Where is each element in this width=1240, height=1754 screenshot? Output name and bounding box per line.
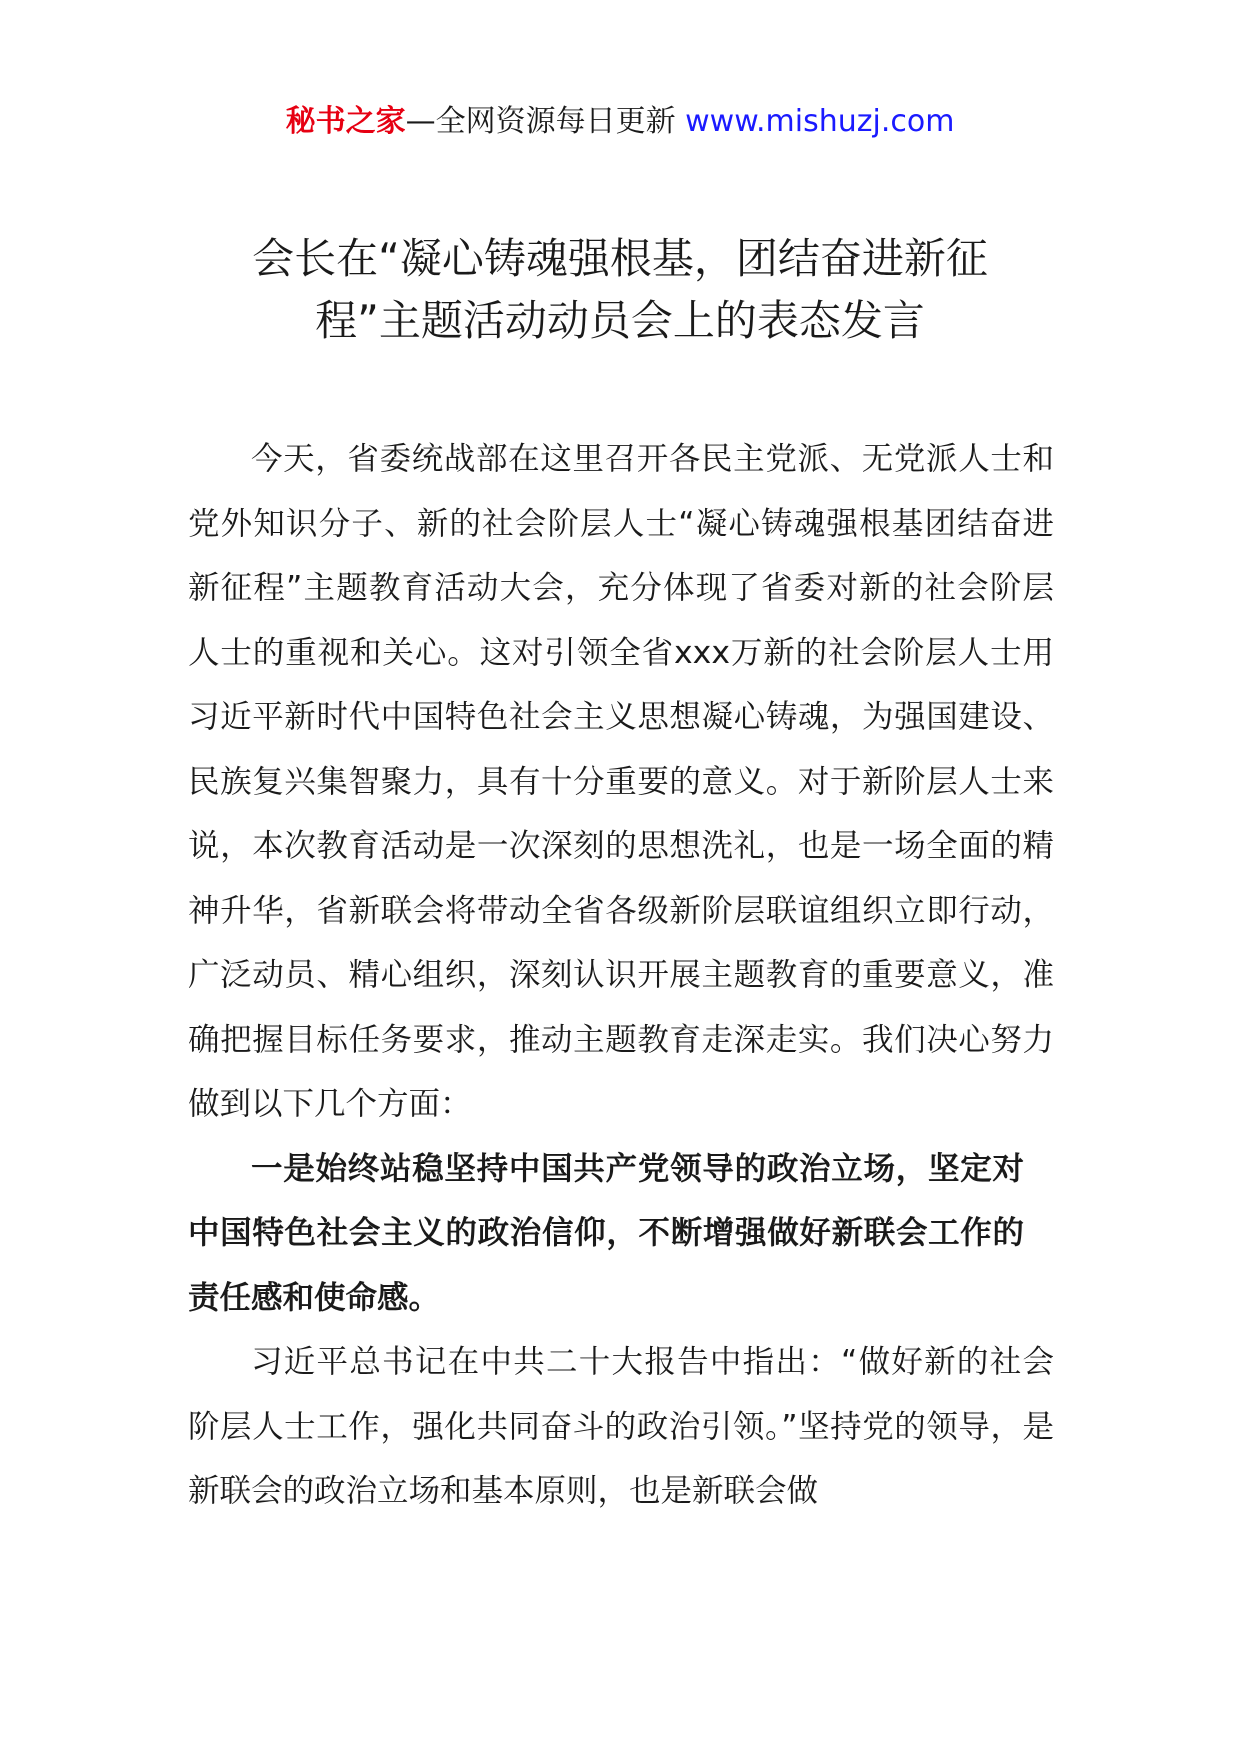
- title-line-2: 程”主题活动动员会上的表态发言: [315, 296, 925, 345]
- site-url-link[interactable]: www.mishuzj.com: [685, 104, 955, 139]
- body-paragraph-point-one: 一是始终站稳坚持中国共产党领导的政治立场，坚定对中国特色社会主义的政治信仰，不断增强做好新联会工作的责任感和使命感。: [188, 1150, 1024, 1316]
- body-paragraph-quote: 习近平总书记在中共二十大报告中指出：“做好新的社会阶层人士工作，强化共同奋斗的政治引领。”坚持党的领导，是新联会的政治立场和基本原则，也是新联会做: [188, 1344, 1054, 1509]
- site-header: [0, 100, 1240, 144]
- document-body: [188, 427, 1054, 1524]
- site-brand: 秘书之家: [285, 104, 406, 139]
- title-line-1: 会长在“凝心铸魂强根基，团结奋进新征: [252, 234, 988, 283]
- site-slogan: —全网资源每日更新: [405, 104, 676, 139]
- body-paragraph-intro: 今天，省委统战部在这里召开各民主党派、无党派人士和党外知识分子、新的社会阶层人士“凝心铸魂强根基团结奋进新征程”主题教育活动大会，充分体现了省委对新的社会阶层人士的重视和关心。这对引领全省xxx万新的社会阶层人士用习近平新时代中国特色社会主义思想凝心铸魂，为强国建设、民族复兴集智聚力，具有十分重要的意义。对于新阶层人士来说，本次教育活动是一次深刻的思想洗礼，也是一场全面的精神升华，省新联会将带动全省各级新阶层联谊组织立即行动，广泛动员、精心组织，深刻认识开展主题教育的重要意义，准确把握目标任务要求，推动主题教育走深走实。我们决心努力做到以下几个方面：: [188, 441, 1054, 1122]
- document-title: [150, 228, 1090, 352]
